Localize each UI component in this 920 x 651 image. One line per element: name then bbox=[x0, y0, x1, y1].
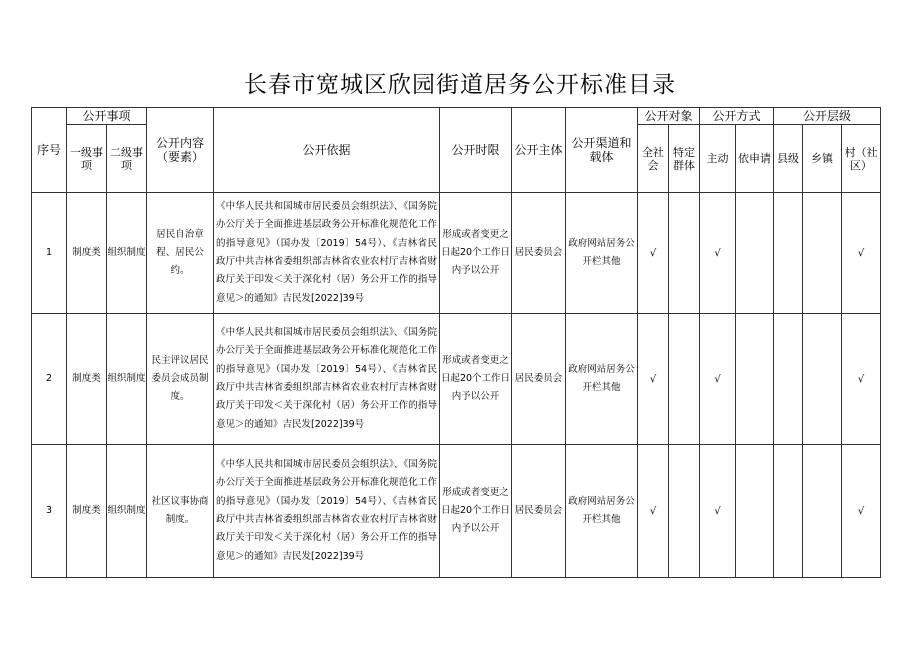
header-target-all: 全社会 bbox=[638, 125, 669, 193]
row-channel: 政府网站居务公开栏其他 bbox=[566, 314, 638, 445]
row-target-all-check: √ bbox=[638, 445, 669, 578]
row-level1: 制度类 bbox=[67, 314, 107, 445]
header-target-specific: 特定群体 bbox=[669, 125, 700, 193]
row-target-specific-check bbox=[669, 445, 700, 578]
header-target-group: 公开对象 bbox=[638, 108, 700, 125]
row-time: 形成或者变更之日起20个工作日内予以公开 bbox=[440, 193, 512, 314]
row-level-county-check bbox=[774, 193, 803, 314]
header-method-group: 公开方式 bbox=[700, 108, 774, 125]
row-target-all-check: √ bbox=[638, 314, 669, 445]
header-method-request: 依申请 bbox=[736, 125, 774, 193]
row-channel: 政府网站居务公开栏其他 bbox=[566, 193, 638, 314]
table-row bbox=[32, 193, 881, 314]
row-level-town-check bbox=[803, 445, 842, 578]
row-level-town-check bbox=[803, 193, 842, 314]
row-time: 形成或者变更之日起20个工作日内予以公开 bbox=[440, 445, 512, 578]
row-level-village-check: √ bbox=[842, 314, 881, 445]
header-subject: 公开主体 bbox=[512, 108, 566, 193]
header-channel: 公开渠道和载体 bbox=[566, 108, 638, 193]
row-level-village-check: √ bbox=[842, 193, 881, 314]
row-basis: 《中华人民共和国城市居民委员会组织法》、《国务院办公厅关于全面推进基层政务公开标准化规范化工作的指导意见》（国办发〔2019〕54号）、《吉林省民政厅中共吉林省委组织部吉林省农业农村厅吉林省财政厅关于印发＜关于深化村（居）务公开工作的指导意见＞的通知》吉民发[2022]39号 bbox=[214, 445, 440, 578]
row-seq: 2 bbox=[32, 314, 67, 445]
row-subject: 居民委员会 bbox=[512, 314, 566, 445]
row-level1: 制度类 bbox=[67, 193, 107, 314]
table-row bbox=[32, 314, 881, 445]
row-seq: 1 bbox=[32, 193, 67, 314]
row-method-active-check: √ bbox=[700, 314, 736, 445]
row-content: 居民自治章程、居民公约。 bbox=[147, 193, 214, 314]
row-subject: 居民委员会 bbox=[512, 193, 566, 314]
header-level-village: 村（社区） bbox=[842, 125, 881, 193]
row-content: 民主评议居民委员会成员制度。 bbox=[147, 314, 214, 445]
row-method-active-check: √ bbox=[700, 445, 736, 578]
row-method-request-check bbox=[736, 314, 774, 445]
row-method-request-check bbox=[736, 193, 774, 314]
header-time: 公开时限 bbox=[440, 108, 512, 193]
row-level2: 组织制度 bbox=[107, 314, 147, 445]
row-channel: 政府网站居务公开栏其他 bbox=[566, 445, 638, 578]
disclosure-catalog-table bbox=[31, 107, 881, 578]
row-level-county-check bbox=[774, 445, 803, 578]
header-level-county: 县级 bbox=[774, 125, 803, 193]
page-title: 长春市宽城区欣园街道居务公开标准目录 bbox=[244, 72, 676, 98]
row-level2: 组织制度 bbox=[107, 193, 147, 314]
header-level-group: 公开层级 bbox=[774, 108, 881, 125]
row-subject: 居民委员会 bbox=[512, 445, 566, 578]
header-item-group: 公开事项 bbox=[67, 108, 147, 125]
row-time: 形成或者变更之日起20个工作日内予以公开 bbox=[440, 314, 512, 445]
row-level-town-check bbox=[803, 314, 842, 445]
row-method-active-check: √ bbox=[700, 193, 736, 314]
row-level2: 组织制度 bbox=[107, 445, 147, 578]
header-level2: 二级事项 bbox=[107, 125, 147, 193]
row-level1: 制度类 bbox=[67, 445, 107, 578]
header-method-active: 主动 bbox=[700, 125, 736, 193]
row-level-village-check: √ bbox=[842, 445, 881, 578]
row-basis: 《中华人民共和国城市居民委员会组织法》、《国务院办公厅关于全面推进基层政务公开标准化规范化工作的指导意见》（国办发〔2019〕54号）、《吉林省民政厅中共吉林省委组织部吉林省农业农村厅吉林省财政厅关于印发＜关于深化村（居）务公开工作的指导意见＞的通知》吉民发[2022]39号 bbox=[214, 193, 440, 314]
header-seq: 序号 bbox=[32, 108, 67, 193]
row-basis: 《中华人民共和国城市居民委员会组织法》、《国务院办公厅关于全面推进基层政务公开标准化规范化工作的指导意见》（国办发〔2019〕54号）、《吉林省民政厅中共吉林省委组织部吉林省农业农村厅吉林省财政厅关于印发＜关于深化村（居）务公开工作的指导意见＞的通知》吉民发[2022]39号 bbox=[214, 314, 440, 445]
row-content: 社区议事协商制度。 bbox=[147, 445, 214, 578]
header-content: 公开内容（要素） bbox=[147, 108, 214, 193]
row-seq: 3 bbox=[32, 445, 67, 578]
row-target-specific-check bbox=[669, 193, 700, 314]
header-basis: 公开依据 bbox=[214, 108, 440, 193]
row-target-all-check: √ bbox=[638, 193, 669, 314]
row-target-specific-check bbox=[669, 314, 700, 445]
header-level1: 一级事项 bbox=[67, 125, 107, 193]
row-method-request-check bbox=[736, 445, 774, 578]
table-row bbox=[32, 445, 881, 578]
row-level-county-check bbox=[774, 314, 803, 445]
header-level-town: 乡镇 bbox=[803, 125, 842, 193]
